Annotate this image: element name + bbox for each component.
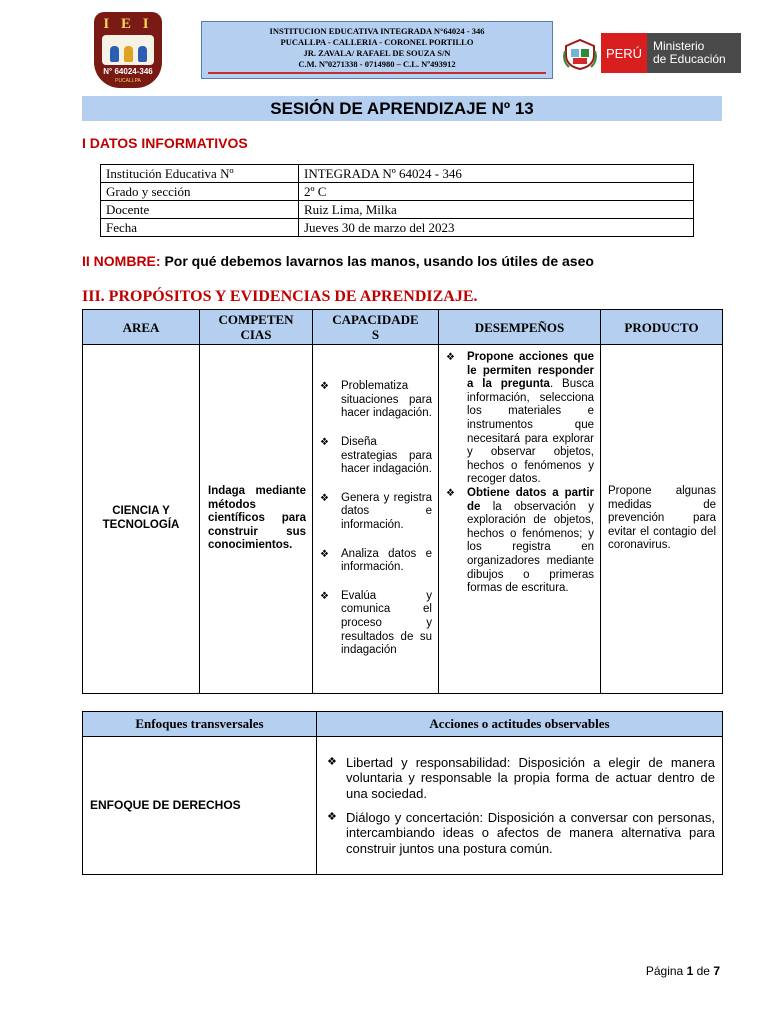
capacidad-text: Analiza datos e información. <box>341 547 432 574</box>
list-item <box>317 590 432 658</box>
table-row <box>83 345 723 694</box>
list-item <box>324 810 715 856</box>
header-text: S <box>371 327 380 342</box>
diamond-bullet-icon: ❖ <box>446 352 455 363</box>
desempeno-bold: Propone acciones que le permiten responder a la pregunta <box>467 351 594 391</box>
diamond-bullet-icon: ❖ <box>327 811 337 823</box>
institution-header-box <box>201 21 553 79</box>
capacidad-text: Evalúa y comunica el proceso y resultados de su indagación <box>341 589 432 657</box>
info-label: Grado y sección <box>101 183 299 201</box>
desempeno-text: la observación y exploración de objetos, hechos o fenómenos; y los registra en organizadores mediante dibujos o primeras formas de escritura. <box>467 500 594 595</box>
diamond-bullet-icon: ❖ <box>327 755 337 768</box>
info-label: Fecha <box>101 219 299 237</box>
institution-line: C.M. Nº0271338 - 0714980 – C.L. Nº493912 <box>298 59 456 69</box>
header-text: CIAS <box>240 327 272 342</box>
diamond-bullet-icon: ❖ <box>320 437 329 449</box>
capacidad-text: Problematiza situaciones para hacer indagación. <box>341 380 432 420</box>
national-shield-icon <box>563 37 597 71</box>
list-item <box>317 436 432 477</box>
accion-text: Diálogo y concertación: Disposición a conversar con personas, intercambiando ideas o afectos de manera alternativa para construir juntos una postura común. <box>346 810 715 856</box>
info-table <box>100 164 694 237</box>
list-item <box>317 380 432 421</box>
accion-text: Libertad y responsabilidad: Disposición a elegir de manera voluntaria y responsable la propia forma de actuar dentro de una sociedad. <box>346 754 715 801</box>
institution-line: JR. ZAVALA/ RAFAEL DE SOUZA S/N <box>303 48 451 58</box>
acciones-cell <box>317 737 723 875</box>
diamond-bullet-icon: ❖ <box>320 590 329 602</box>
diamond-bullet-icon: ❖ <box>320 381 329 393</box>
peru-label: PERÚ <box>601 33 647 73</box>
table-header-row <box>83 712 723 737</box>
desempeno-text: . Busca información, selecciona los materiales e instrumentos que necesitará para explorar y observar objetos, hechos o fenómenos y recoger datos. <box>467 378 594 486</box>
capacidades-list <box>313 380 438 658</box>
info-value: Ruiz Lima, Milka <box>299 201 694 219</box>
ministry-line: Ministerio <box>653 39 705 53</box>
enfoques-table <box>82 711 723 875</box>
header-text: CAPACIDADE <box>332 312 419 327</box>
producto-cell: Propone algunas medidas de prevención para evitar el contagio del coronavirus. <box>601 345 723 694</box>
desempeno-bold: Obtiene datos a partir de <box>467 486 594 513</box>
page-current: 1 <box>686 964 694 978</box>
area-cell <box>83 345 200 694</box>
ministry-label <box>647 33 741 73</box>
desempenos-list <box>439 351 600 596</box>
page-total: 7 <box>713 964 720 978</box>
institution-line: INSTITUCION EDUCATIVA INTEGRADA N°64024 - 346 <box>269 26 485 36</box>
logo-city: PUCALLPA <box>115 78 141 84</box>
header-competencias <box>200 310 313 345</box>
table-row <box>101 219 694 237</box>
section-2-label: II NOMBRE: <box>82 253 161 269</box>
school-logo <box>94 12 162 88</box>
header-rule <box>208 72 546 74</box>
header-acciones: Acciones o actitudes observables <box>317 712 723 737</box>
capacidades-cell <box>313 345 439 694</box>
ministry-line: de Educación <box>653 52 726 66</box>
info-value: Jueves 30 de marzo del 2023 <box>299 219 694 237</box>
header-producto: PRODUCTO <box>601 310 723 345</box>
learning-purposes-table <box>82 309 723 694</box>
section-1-heading: I DATOS INFORMATIVOS <box>82 135 248 151</box>
section-2-heading <box>82 253 594 269</box>
section-3-heading: III. PROPÓSITOS Y EVIDENCIAS DE APRENDIZAJE. <box>82 288 478 305</box>
section-2-text: Por qué debemos lavarnos las manos, usando los útiles de aseo <box>164 253 594 269</box>
capacidad-text: Genera y registra datos e información. <box>341 491 432 531</box>
header-capacidades <box>313 310 439 345</box>
desempenos-cell <box>439 345 601 694</box>
header-enfoques: Enfoques transversales <box>83 712 317 737</box>
list-item <box>317 492 432 533</box>
page-number <box>646 964 720 978</box>
info-value: 2º C <box>299 183 694 201</box>
area-text: CIENCIA Y <box>112 505 170 518</box>
header-area: AREA <box>83 310 200 345</box>
of-word: de <box>696 964 710 978</box>
enfoque-cell: ENFOQUE DE DERECHOS <box>83 737 317 875</box>
table-header-row <box>83 310 723 345</box>
competencia-cell: Indaga mediante métodos científicos para construir sus conocimientos. <box>200 345 313 694</box>
info-label: Institución Educativa Nº <box>101 165 299 183</box>
header-text: COMPETEN <box>218 312 294 327</box>
diamond-bullet-icon: ❖ <box>320 548 329 560</box>
info-label: Docente <box>101 201 299 219</box>
institution-line: PUCALLPA - CALLERIA - CORONEL PORTILLO <box>280 37 474 47</box>
logo-letters: I E I <box>103 16 153 32</box>
list-item <box>443 487 594 596</box>
table-row <box>101 201 694 219</box>
acciones-list <box>318 755 721 856</box>
table-row <box>101 165 694 183</box>
list-item <box>443 351 594 487</box>
page-title: SESIÓN DE APRENDIZAJE Nº 13 <box>82 96 722 121</box>
info-value: INTEGRADA Nº 64024 - 346 <box>299 165 694 183</box>
header-desempenos: DESEMPEÑOS <box>439 310 601 345</box>
list-item <box>317 548 432 575</box>
diamond-bullet-icon: ❖ <box>446 487 455 499</box>
page-word: Página <box>645 964 684 978</box>
logo-students-icon <box>102 35 154 65</box>
diamond-bullet-icon: ❖ <box>320 492 329 504</box>
table-row <box>83 737 723 875</box>
area-text: TECNOLOGÍA <box>102 519 180 531</box>
table-row <box>101 183 694 201</box>
list-item <box>324 755 715 801</box>
logo-number: N° 64024-346 <box>103 67 153 76</box>
capacidad-text: Diseña estrategias para hacer indagación. <box>341 436 432 476</box>
